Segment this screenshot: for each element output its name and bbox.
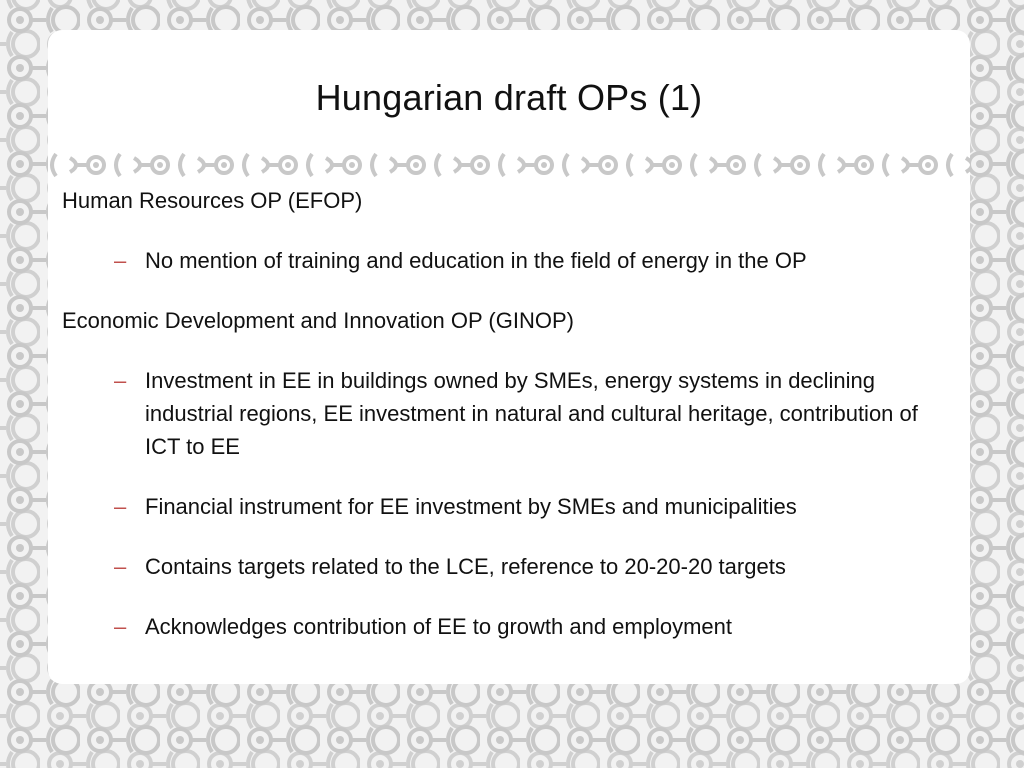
section-heading-efop: Human Resources OP (EFOP)	[62, 188, 363, 213]
list-item	[62, 364, 952, 463]
list-item	[62, 550, 952, 583]
bullet-text: Financial instrument for EE investment by SMEs and municipalities	[145, 494, 797, 519]
title-area	[48, 30, 970, 150]
bullet-text: Contains targets related to the LCE, reference to 20-20-20 targets	[145, 554, 786, 579]
dash-bullet-icon: –	[114, 614, 127, 639]
list-item	[62, 490, 952, 523]
list-item	[62, 610, 952, 643]
bullet-list-ginop	[62, 364, 952, 643]
slide-body	[62, 184, 952, 670]
dash-bullet-icon: –	[114, 554, 127, 579]
dash-bullet-icon: –	[114, 494, 127, 519]
list-item	[62, 244, 952, 277]
dash-bullet-icon: –	[114, 368, 127, 393]
bullet-list-efop	[62, 244, 952, 277]
page-title: Hungarian draft OPs (1)	[315, 77, 703, 118]
bullet-text: Acknowledges contribution of EE to growth and employment	[145, 614, 732, 639]
bullet-text: Investment in EE in buildings owned by SMEs, energy systems in declining industrial regions, EE investment in natural and cultural heritage, contribution of ICT to EE	[145, 368, 918, 459]
bullet-text: No mention of training and education in the field of energy in the OP	[145, 248, 807, 273]
dash-bullet-icon: –	[114, 248, 127, 273]
section-heading-ginop: Economic Development and Innovation OP (GINOP)	[62, 308, 574, 333]
